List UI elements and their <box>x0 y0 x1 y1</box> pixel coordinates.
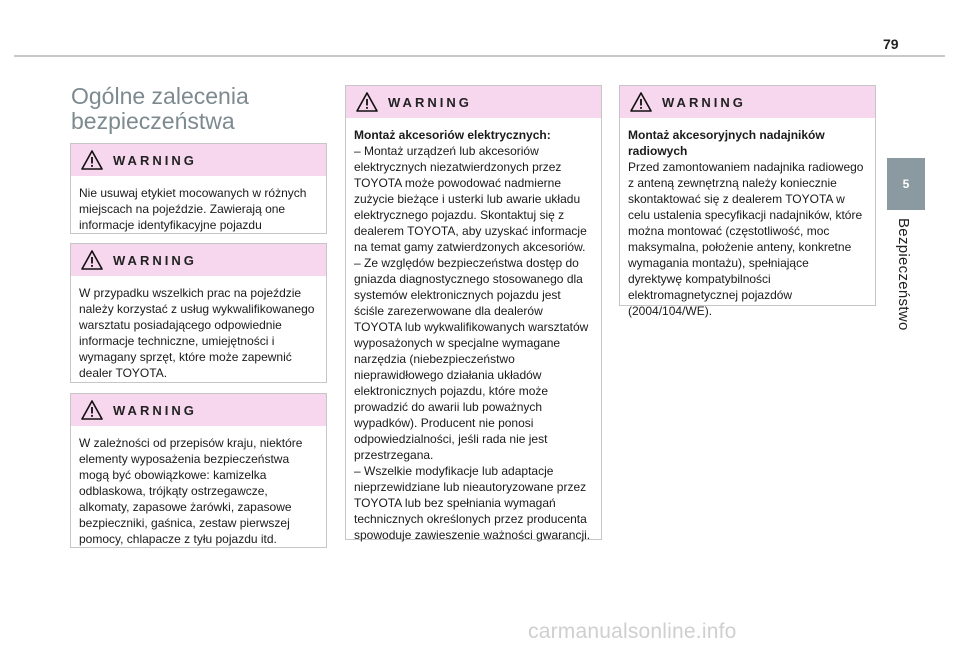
warning-heading: Montaż akcesoriów elektrycznych: <box>354 128 551 142</box>
warning-text <box>620 118 875 327</box>
warning-triangle-icon <box>81 150 103 170</box>
warning-paragraph: – Wszelkie modyfikacje lub adaptacje nieprzewidziane lub nieautoryzowane przez TOYOTA lub bez spełniania wymagań technicznych określonych przez producenta spowoduje zawieszenie ważności gwarancji. <box>354 464 591 542</box>
page-number: 79 <box>883 36 899 52</box>
warning-heading: Montaż akcesoryjnych nadajników radiowych <box>628 128 825 158</box>
warning-box-radio-transmitters <box>619 85 876 318</box>
warning-paragraph: – Montaż urządzeń lub akcesoriów elektrycznych niezatwierdzonych przez TOYOTA może powodować nadmierne zużycie bieżące i usterki lub awarie układu elektrycznego pojazdu. Skontaktuj się z dealerem TOYOTA, aby uzyskać informacje na temat gamy zatwierdzonych akcesoriów. <box>354 144 587 254</box>
warning-header <box>71 144 326 176</box>
warning-triangle-icon <box>356 92 378 112</box>
warning-box-equipment <box>70 393 327 548</box>
warning-label: WARNING <box>113 402 197 418</box>
warning-text <box>346 118 601 551</box>
warning-text: W przypadku wszelkich prac na pojeździe należy korzystać z usług wykwalifikowanego warsztatu posiadającego odpowiednie informacje techniczne, umiejętności i wymagany sprzęt, które może zapewnić dealer TOYOTA. <box>79 286 315 380</box>
page-title: Ogólne zalecenia bezpieczeństwa <box>71 83 249 134</box>
warning-label: WARNING <box>113 152 197 168</box>
warning-box-workshop <box>70 243 327 383</box>
chapter-label: Bezpieczeństwo <box>895 218 912 331</box>
header-rule <box>14 55 945 57</box>
warning-header <box>620 86 875 118</box>
warning-label: WARNING <box>662 94 746 110</box>
warning-box-electrical-accessories <box>345 85 602 540</box>
warning-paragraph: – Ze względów bezpieczeństwa dostęp do gniazda diagnostycznego stosowanego dla systemów elektronicznych pojazdu jest ściśle zarezerwowane dla dealerów TOYOTA lub wykwalifikowanych warsztatów wyposażonych w specjalne wymagane narzędzia (niebezpieczeństwo nieprawidłowego działania układów elektronicznych pojazdu, które może prowadzić do awarii lub poważnych wypadków). Producent nie ponosi odpowiedzialności, jeśli rada nie jest przestrzegana. <box>354 256 589 462</box>
warning-header <box>71 394 326 426</box>
warning-triangle-icon <box>630 92 652 112</box>
warning-label: WARNING <box>113 252 197 268</box>
watermark: carmanualsonline.info <box>528 620 737 643</box>
warning-label: WARNING <box>388 94 472 110</box>
warning-paragraph: Przed zamontowaniem nadajnika radiowego z anteną zewnętrzną należy koniecznie skontaktować się z dealerem TOYOTA w celu ustalenia specyfikacji nadajników, które można montować (częstotliwość, moc maksymalna, położenie anteny, konkretne wymagania montażu), spełniające dyrektywę kompatybilności elektromagnetycznej pojazdów (2004/104/WE). <box>628 160 864 318</box>
warning-triangle-icon <box>81 250 103 270</box>
warning-header <box>71 244 326 276</box>
chapter-number: 5 <box>902 177 910 191</box>
warning-triangle-icon <box>81 400 103 420</box>
warning-text: W zależności od przepisów kraju, niektóre elementy wyposażenia bezpieczeństwa mogą być obowiązkowe: kamizelka odblaskowa, trójkąty ostrzegawcze, alkomaty, zapasowe żarówki, zapasowe bezpieczniki, gaśnica, zestaw pierwszej pomocy, chlapacze z tyłu pojazdu itd. <box>79 436 303 546</box>
warning-text: Nie usuwaj etykiet mocowanych w różnych miejscach na pojeździe. Zawierają one informacje identyfikacyjne pojazdu <box>79 186 307 232</box>
warning-box-labels <box>70 143 327 234</box>
warning-header <box>346 86 601 118</box>
chapter-tab[interactable] <box>887 158 925 210</box>
